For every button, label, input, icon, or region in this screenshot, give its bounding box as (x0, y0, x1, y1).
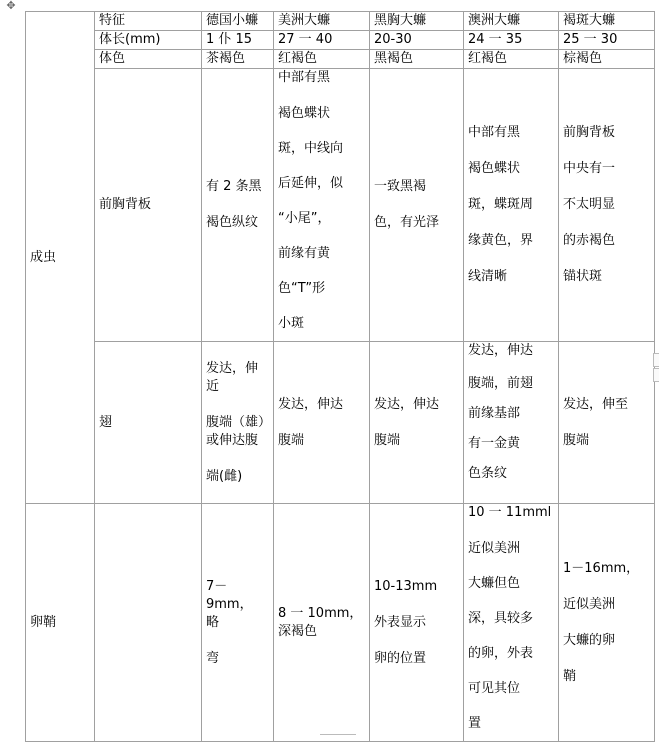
text-line: 色条纹 (468, 466, 508, 481)
body-length-value: 25 一 30 (559, 31, 655, 50)
text-line: 后延伸，似 (278, 176, 344, 191)
text-line: 斑，蝶斑周 (468, 197, 534, 212)
text-line: 置 (468, 716, 482, 731)
header-american: 美洲大蠊 (274, 12, 370, 31)
text-line: 腹端 (374, 432, 401, 448)
text-line: 中部有黑 (278, 70, 331, 85)
ootheca-label: 卵鞘 (26, 504, 95, 742)
text-line: 前缘有黄 (278, 246, 331, 261)
header-smokybrown: 黑胸大蠊 (370, 12, 464, 31)
text-line: 缘黄色，界 (468, 233, 534, 248)
text-line: 1－16mm， (563, 560, 640, 576)
text-line: 褐色蝶状 (468, 161, 521, 176)
body-length-value: 27 一 40 (274, 31, 370, 50)
text-line: 色，有光泽 (374, 215, 440, 230)
pronotum-german (202, 69, 274, 342)
text-line: 端(雌) (206, 468, 243, 484)
text-line: 发达，伸 (206, 360, 259, 376)
text-line: 7－9mm， (206, 578, 253, 612)
body-length-row (26, 31, 655, 50)
ootheca-american (274, 504, 370, 742)
text-line: 不太明显 (563, 197, 616, 212)
text-line: 中部有黑 (468, 125, 521, 140)
text-line: 前胸背板 (563, 125, 616, 140)
pronotum-australian (464, 69, 559, 342)
ootheca-german (202, 504, 274, 742)
ootheca-empty (95, 504, 202, 742)
text-line: 发达，伸至 (563, 396, 629, 412)
wing-german (202, 342, 274, 504)
wing-brownbanded (559, 342, 655, 504)
pronotum-smokybrown (370, 69, 464, 342)
adult-label: 成虫 (30, 249, 57, 265)
text-line: 大蠊但色 (468, 576, 521, 591)
text-line: 发达，伸达 (374, 396, 440, 412)
body-length-value: 24 一 35 (464, 31, 559, 50)
move-icon[interactable]: ✥ (6, 0, 16, 12)
body-length-label: 体长(mm) (95, 31, 202, 50)
text-line: 深褐色 (278, 623, 318, 639)
body-length-value: 20-30 (370, 31, 464, 50)
text-line: 前缘基部 (468, 406, 521, 421)
body-color-value: 红褐色 (464, 50, 559, 69)
ootheca-row (26, 504, 655, 742)
text-line: 深，具较多 (468, 611, 534, 626)
header-australian: 澳洲大蠊 (464, 12, 559, 31)
text-line: 近 (206, 378, 220, 394)
wing-row (26, 342, 655, 504)
body-color-label: 体色 (95, 50, 202, 69)
text-line: 褐色纵纹 (206, 215, 259, 230)
header-feature: 特征 (95, 12, 202, 31)
pronotum-brownbanded (559, 69, 655, 342)
pronotum-label: 前胸背板 (95, 69, 202, 342)
pronotum-american (274, 69, 370, 342)
text-line: 褐色蝶状 (278, 106, 331, 121)
wing-label: 翅 (95, 342, 202, 504)
body-length-value: 1 仆 15 (202, 31, 274, 50)
cockroach-comparison-table (25, 11, 655, 742)
text-line: “小尾”， (278, 211, 331, 226)
ootheca-australian (464, 504, 559, 742)
body-color-value: 红褐色 (274, 50, 370, 69)
text-line: 外表显示 (374, 614, 427, 630)
pronotum-row (26, 69, 655, 342)
text-line: 8 一 10mm， (278, 605, 363, 621)
text-line: 有 2 条黑 (206, 179, 262, 194)
text-line: 卵的位置 (374, 650, 427, 666)
text-line: 色“T”形 (278, 281, 326, 296)
text-line: 有一金黄 (468, 436, 521, 451)
text-line: 腹端 (278, 432, 305, 448)
column-resize-marker[interactable] (653, 368, 659, 382)
wing-smokybrown (370, 342, 464, 504)
text-line: 近似美洲 (468, 541, 521, 556)
column-resize-marker[interactable] (653, 353, 659, 367)
text-line: 大蠊的卵 (563, 632, 616, 648)
text-line: 或伸达腹 (206, 432, 259, 448)
body-color-value: 棕褐色 (559, 50, 655, 69)
text-line: 10 一 11mml (468, 505, 552, 520)
text-line: 锚状斑 (563, 269, 603, 284)
text-line: 中央有一 (563, 161, 616, 176)
text-line: 线清晰 (468, 269, 508, 284)
text-line: 近似美洲 (563, 596, 616, 612)
text-line: 腹端，前翅 (468, 376, 534, 391)
text-line: 略 (206, 614, 220, 630)
body-color-value: 茶褐色 (202, 50, 274, 69)
text-line: 发达，伸达 (278, 396, 344, 412)
text-line: 10-13mm (374, 578, 438, 594)
body-color-row (26, 50, 655, 69)
text-line: 弯 (206, 650, 220, 666)
text-line: 斑，中线向 (278, 141, 344, 156)
header-row (26, 12, 655, 31)
wing-american (274, 342, 370, 504)
body-color-value: 黑褐色 (370, 50, 464, 69)
text-line: 可见其位 (468, 681, 521, 696)
ootheca-brownbanded (559, 504, 655, 742)
wing-australian (464, 342, 559, 504)
text-line: 鞘 (563, 668, 577, 684)
header-brownbanded: 褐斑大蠊 (559, 12, 655, 31)
ootheca-smokybrown (370, 504, 464, 742)
header-german: 德国小蠊 (202, 12, 274, 31)
text-line: 腹端 (563, 432, 590, 448)
text-line: 腹端（雄） (206, 414, 272, 430)
text-line: 的赤褐色 (563, 233, 616, 248)
text-line: 小斑 (278, 316, 305, 331)
adult-label-cell (26, 12, 95, 504)
text-line: 的卵，外表 (468, 646, 534, 661)
text-line: 一致黑褐 (374, 179, 427, 194)
text-line: 发达，伸达 (468, 343, 534, 358)
